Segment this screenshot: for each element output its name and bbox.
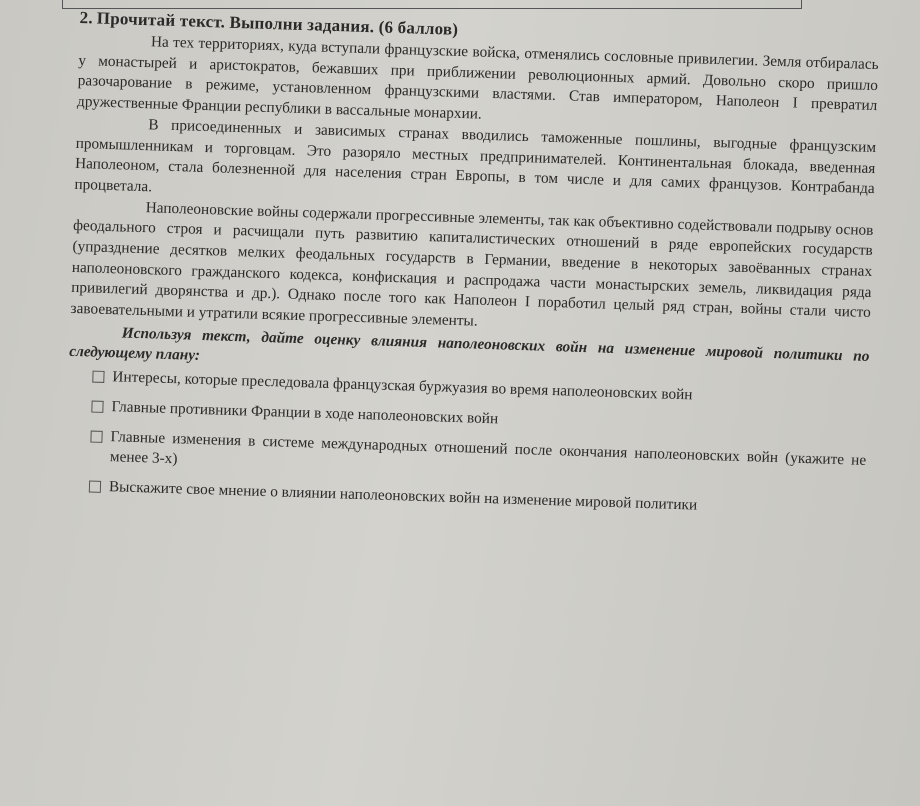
plan-list: [65, 366, 869, 521]
text-paragraph-1: На тех территориях, куда вступали французские войска, отменялись сословные привилегии. Земля отбиралась у монастырей и аристократов, бежавших при приближении революционных армий. Довольно скоро пришло разочарование в режиме, установленном французскими властями. Став императором, Наполеон I превратил дружественные Франции республики в вассальные монархии.: [76, 33, 879, 123]
checkbox-icon: [91, 400, 103, 412]
plan-item-text: Интересы, которые преследовала французская буржуазия во время наполеоновских войн: [112, 368, 693, 404]
checkbox-icon: [89, 480, 101, 492]
assignment-instruction: Используя текст, дайте оценку влияния наполеоновских войн на изменение мировой политики по следующему плану:: [68, 324, 870, 365]
task-number: 2.: [79, 8, 94, 28]
text-paragraph-2: В присоединенных и зависимых странах вводились таможенные пошлины, выгодные французским промышленникам и торговцам. Это разоряло местных предпринимателей. Континентальная блокада, введенная Наполеоном, стала болезненной для населения стран Европы, в том числе и для самих французов. Контрабанда процветала.: [74, 116, 877, 198]
table-border-fragment: [62, 0, 802, 9]
task-title: Прочитай текст. Выполни задания. (6 баллов): [96, 8, 459, 39]
plan-item-text: Главные изменения в системе международных отношений после окончания наполеоновских войн (укажите не менее 3-х): [109, 428, 867, 469]
task-content: [64, 8, 879, 531]
text-paragraph-3: Наполеоновские войны содержали прогрессивные элементы, так как объективно содействовали подрыву основ феодального строя и расчищали путь развитию капиталистических отношений в ряде европейских государств (упразднение десятков мелких феодальных государств в Германии, введение в некоторых завоёванных странах наполеоновского гражданского кодекса, конфискация и распродажа части монастырских земель, ликвидация ряда привилегий дворянства и др.). Однако после того как Наполеон I поработил целый ряд стран, войны стали чисто завоевательными и утратили всякие прогрессивные элементы.: [70, 198, 874, 330]
plan-item-text: Выскажите свое мнение о влиянии наполеоновских войн на изменение мировой политики: [108, 477, 698, 514]
plan-item-text: Главные противники Франции в ходе наполеоновских войн: [111, 398, 499, 428]
checkbox-icon: [90, 430, 102, 442]
checkbox-icon: [92, 370, 104, 382]
